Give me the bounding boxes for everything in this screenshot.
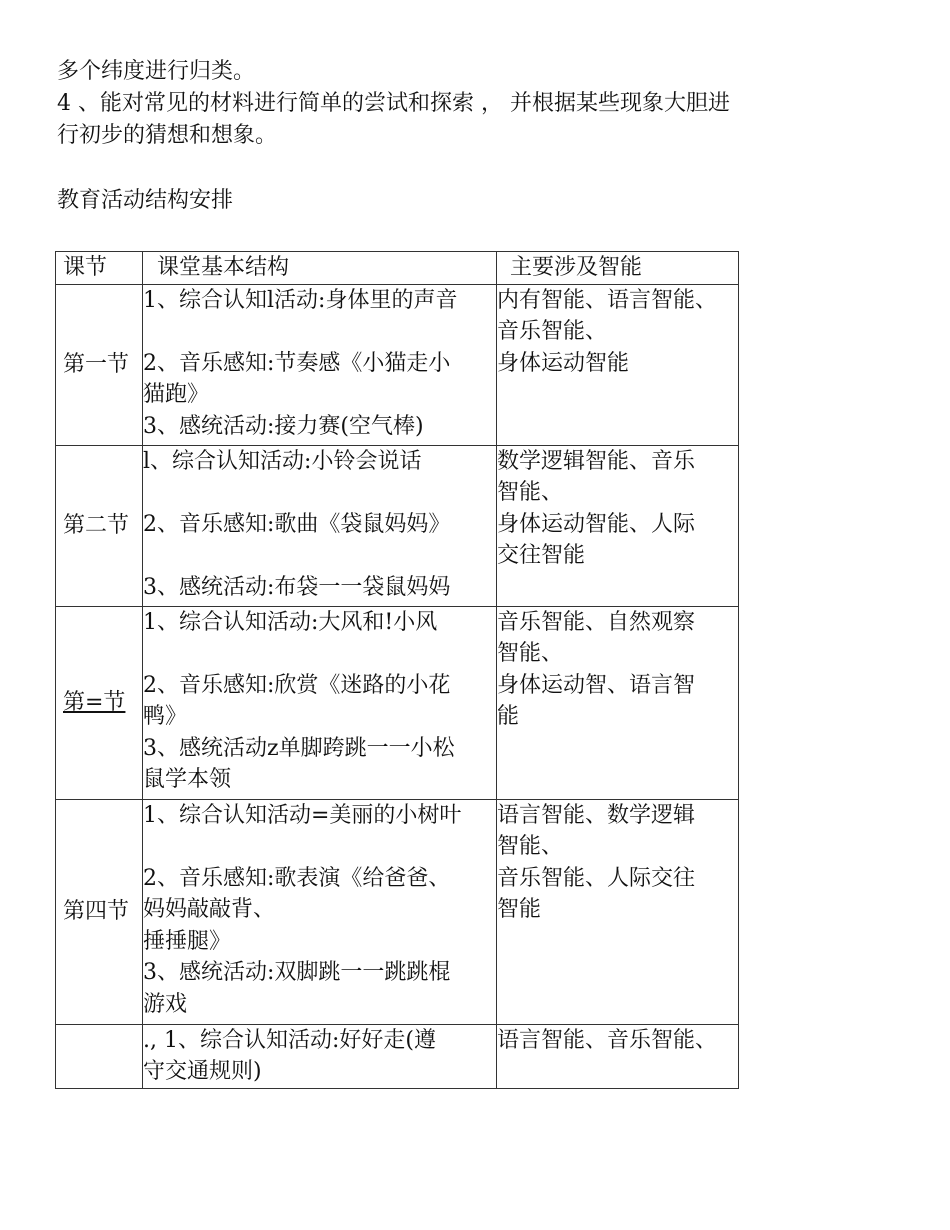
activity-item: 3、感统活动:接力赛(空气棒) — [143, 413, 424, 439]
lesson-name-text: 第=节 — [63, 689, 126, 715]
intelligence-item: 智能、 — [497, 480, 564, 505]
activity-item — [143, 638, 496, 670]
intelligence-item: 身体运动智能、人际 — [497, 511, 696, 537]
activity-items — [143, 284, 497, 445]
activity-item — [143, 831, 496, 863]
intelligence-item: 音乐智能、人际交往 — [497, 865, 696, 891]
intro-line-3: 行初步的猜想和想象。 — [57, 123, 278, 148]
intelligence-list — [497, 284, 739, 445]
intelligence-item: 数学逻辑智能、音乐 — [497, 448, 696, 474]
activity-item: ., 1、综合认知活动:好好走(遵 — [143, 1027, 436, 1053]
intelligence-list — [497, 445, 739, 606]
section-heading: 教育活动结构安排 — [57, 188, 234, 213]
intelligence-item: 身体运动智能 — [497, 350, 630, 376]
intro-line-1: 多个纬度进行归类。 — [57, 59, 256, 84]
intelligence-item: 交往智能 — [497, 543, 586, 568]
activity-item: 3、感统活动:布袋一一袋鼠妈妈 — [143, 574, 451, 600]
document-body — [57, 56, 897, 217]
activity-item: 1、综合认知活动:大风和!小风 — [143, 609, 438, 635]
activity-item — [143, 477, 496, 509]
intelligence-item: 内有智能、语言智能、 — [497, 287, 718, 313]
activity-item: 3、感统活动z单脚跨跳一一小松 — [143, 735, 455, 761]
lesson-name: 第四节 — [56, 799, 143, 1024]
header-structure: 课堂基本结构 — [143, 252, 497, 285]
table-row — [56, 1024, 739, 1088]
table-row — [56, 445, 739, 606]
activity-items — [143, 606, 497, 799]
table-row — [56, 606, 739, 799]
lesson-name — [56, 1024, 143, 1088]
lesson-name — [56, 606, 143, 799]
page-bottom-margin — [0, 1089, 950, 1230]
activity-item: 3、感统活动:双脚跳一一跳跳棍 — [143, 960, 451, 985]
activity-item: 猫跑》 — [143, 382, 210, 407]
activity-item: 守交通规则) — [143, 1059, 262, 1084]
lesson-name: 第一节 — [56, 284, 143, 445]
activity-item: 鸭》 — [143, 704, 188, 729]
intelligence-item: 语言智能、数学逻辑 — [497, 802, 696, 828]
header-intelligence: 主要涉及智能 — [497, 252, 739, 285]
table-row — [56, 284, 739, 445]
intro-line-2: 4 、能对常见的材料进行简单的尝试和探索 ， 并根据某些现象大胆进 — [57, 91, 730, 116]
lesson-name: 第二节 — [56, 445, 143, 606]
activity-item: 2、音乐感知:节奏感《小猫走小 — [143, 350, 451, 376]
activity-item — [143, 540, 496, 572]
header-lesson: 课节 — [56, 252, 143, 285]
activity-item: 游戏 — [143, 991, 188, 1017]
intelligence-item: 能 — [497, 704, 520, 729]
intelligence-item: 智能、 — [497, 834, 564, 859]
activity-items — [143, 1024, 497, 1088]
intelligence-item: 身体运动智、语言智 — [497, 672, 696, 698]
intelligence-list — [497, 606, 739, 799]
intelligence-item: 音乐智能、 — [497, 319, 608, 344]
activity-item: 2、音乐感知:欣赏《迷路的小花 — [143, 672, 451, 698]
activity-item: 2、音乐感知:歌曲《袋鼠妈妈》 — [143, 511, 451, 537]
intelligence-list — [497, 1024, 739, 1088]
intelligence-item: 智能 — [497, 897, 542, 922]
activity-structure-table — [55, 251, 739, 1089]
intelligence-item: 音乐智能、自然观察 — [497, 609, 696, 635]
intelligence-list — [497, 799, 739, 1024]
activity-item: 捶捶腿》 — [143, 928, 232, 954]
intelligence-item: 智能、 — [497, 641, 564, 666]
intelligence-item: 语言智能、音乐智能、 — [497, 1027, 718, 1053]
activity-item: 妈妈敲敲背、 — [143, 897, 276, 922]
activity-items — [143, 799, 497, 1024]
activity-item: l、综合认知活动:小铃会说话 — [143, 448, 422, 474]
activity-item: 鼠学本领 — [143, 767, 232, 792]
activity-item: 1、综合认知l活动:身体里的声音 — [143, 287, 458, 313]
table-row — [56, 799, 739, 1024]
activity-item: 1、综合认知活动=美丽的小树叶 — [143, 802, 462, 828]
table-header-row — [56, 252, 739, 285]
activity-items — [143, 445, 497, 606]
activity-item: 2、音乐感知:歌表演《给爸爸、 — [143, 865, 451, 891]
activity-item — [143, 316, 496, 348]
